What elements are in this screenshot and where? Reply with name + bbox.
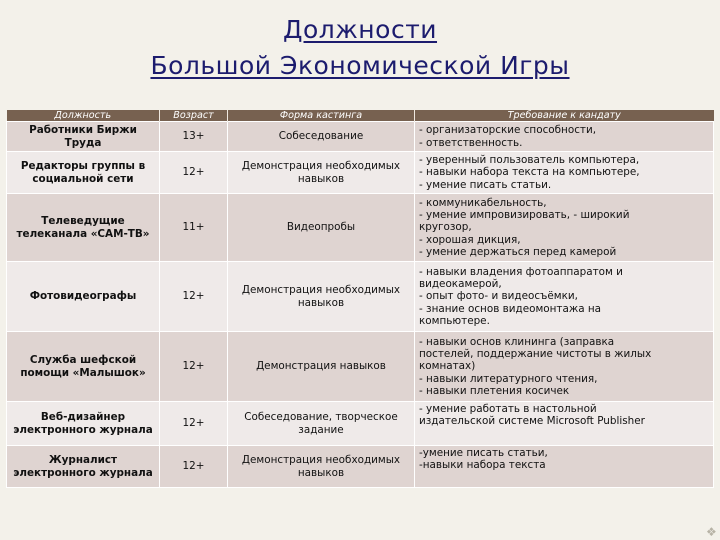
position-cell: Фотовидеографы <box>7 262 160 332</box>
position-cell: Телеведущие телеканала «САМ-ТВ» <box>7 194 160 262</box>
requirement-line: -навыки набора текста <box>419 459 546 472</box>
requirement-line: - ответственность. <box>419 136 523 149</box>
casting-cell: Демонстрация необходимых навыков <box>228 262 415 332</box>
requirements-cell <box>415 332 714 402</box>
casting-cell: Демонстрация навыков <box>228 332 415 402</box>
requirement-line: - хорошая дикция, <box>419 233 521 246</box>
position-cell: Редакторы группы в социальной сети <box>7 152 160 194</box>
header-age: Возраст <box>160 110 228 122</box>
header-requirements: Требование к кандату <box>415 110 714 122</box>
requirement-line: - умение писать статьи. <box>419 178 552 191</box>
age-cell: 12+ <box>160 402 228 446</box>
requirement-line: постелей, поддержание чистоты в жилых <box>419 348 652 361</box>
table-row <box>7 194 714 262</box>
age-cell: 11+ <box>160 194 228 262</box>
age-cell: 12+ <box>160 262 228 332</box>
requirement-line: - умение работать в настольной <box>419 403 597 415</box>
table-row <box>7 152 714 194</box>
requirements-cell <box>415 152 714 194</box>
age-cell: 13+ <box>160 122 228 152</box>
casting-cell: Собеседование, творческое задание <box>228 402 415 446</box>
casting-cell: Демонстрация необходимых навыков <box>228 446 415 488</box>
requirements-cell <box>415 402 714 446</box>
corner-mark-icon: ❖ <box>706 525 717 539</box>
position-cell: Служба шефской помощи «Малышок» <box>7 332 160 402</box>
table-row <box>7 122 714 152</box>
requirements-cell <box>415 446 714 488</box>
requirement-line: издательской системе Microsoft Publisher <box>419 415 645 428</box>
casting-cell: Демонстрация необходимых навыков <box>228 152 415 194</box>
requirement-line: - коммуникабельность, <box>419 196 547 209</box>
header-casting: Форма кастинга <box>228 110 415 122</box>
requirement-line: - умение держаться перед камерой <box>419 245 617 258</box>
table-row <box>7 446 714 488</box>
requirement-line: компьютере. <box>419 314 490 327</box>
position-cell: Работники Биржи Труда <box>7 122 160 152</box>
requirement-line: - навыки основ клининга (заправка <box>419 335 615 348</box>
table-header-row <box>7 110 714 122</box>
requirement-line: - умение импровизировать, - широкий <box>419 209 630 222</box>
requirement-line: - уверенный пользователь компьютера, <box>419 154 640 167</box>
requirement-line: видеокамерой, <box>419 278 502 291</box>
requirement-line: -умение писать статьи, <box>419 447 548 459</box>
requirement-line: комнатах) <box>419 360 476 373</box>
title-line-2: Большой Экономической Игры <box>150 51 570 80</box>
positions-table <box>6 110 714 488</box>
casting-cell: Собеседование <box>228 122 415 152</box>
position-cell: Журналист электронного журнала <box>7 446 160 488</box>
position-cell: Веб-дизайнер электронного журнала <box>7 402 160 446</box>
requirement-line: - навыки плетения косичек <box>419 384 570 397</box>
title-line-1: Должности <box>282 15 438 44</box>
requirements-cell <box>415 262 714 332</box>
requirement-line: - организаторские способности, <box>419 124 597 137</box>
requirements-cell <box>415 194 714 262</box>
header-position: Должность <box>7 110 160 122</box>
casting-cell: Видеопробы <box>228 194 415 262</box>
requirement-line: - навыки набора текста на компьютере, <box>419 166 640 179</box>
requirements-cell <box>415 122 714 152</box>
requirement-line: - знание основ видеомонтажа на <box>419 302 602 315</box>
age-cell: 12+ <box>160 332 228 402</box>
requirement-line: - опыт фото- и видеосъёмки, <box>419 290 578 303</box>
page-title <box>0 12 720 84</box>
requirement-line: кругозор, <box>419 221 472 234</box>
table-row <box>7 262 714 332</box>
table-row <box>7 402 714 446</box>
requirement-line: - навыки владения фотоаппаратом и <box>419 265 623 278</box>
requirement-line: - навыки литературного чтения, <box>419 372 598 385</box>
age-cell: 12+ <box>160 446 228 488</box>
table-row <box>7 332 714 402</box>
age-cell: 12+ <box>160 152 228 194</box>
